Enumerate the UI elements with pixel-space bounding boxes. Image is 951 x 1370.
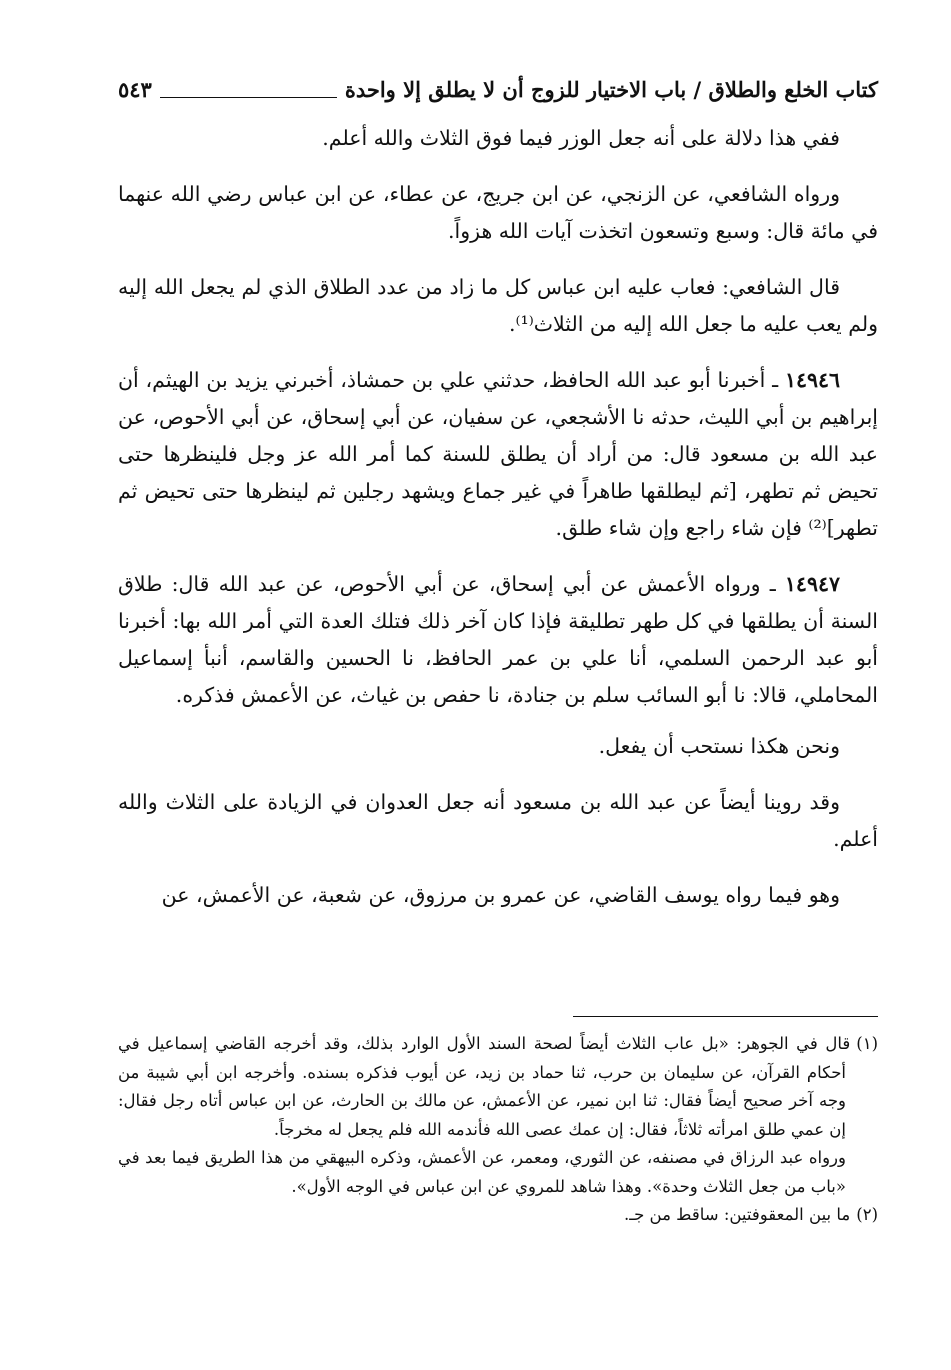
hadith-number: ١٤٩٤٧ <box>784 572 840 596</box>
paragraph-ibn-masud: وقد روينا أيضاً عن عبد الله بن مسعود أنه جعل العدوان في الزيادة على الثلاث والله أعلم. <box>118 790 878 851</box>
footnote-separator <box>573 1016 878 1017</box>
chapter-title: كتاب الخلع والطلاق / باب الاختيار للزوج أن لا يطلق إلا واحدة <box>344 77 878 102</box>
footnote-text: ما بين المعقوفتين: ساقط من جـ. <box>624 1205 851 1224</box>
footnote-1-continuation: ورواه عبد الرزاق في مصنفه، عن الثوري، ومعمر، عن الأعمش، وذكره البيهقي من هذا الطريق فيما بعد في «باب من جعل الثلاث وحدة». وهذا شاهد للمروي عن ابن عباس في الوجه الأول». <box>118 1148 846 1196</box>
paragraph-preference: ونحن هكذا نستحب أن يفعل. <box>598 734 840 758</box>
page-number: ٥٤٣ <box>118 77 152 102</box>
footnote-marker: (٢) <box>856 1205 878 1224</box>
header-rule <box>160 97 337 98</box>
paragraph-continues: وهو فيما رواه يوسف القاضي، عن عمرو بن مرزوق، عن شعبة، عن الأعمش، عن <box>161 883 840 907</box>
footnote-text: قال في الجوهر: «بل عاب الثلاث أيضاً لصحة السند الأول الوارد بذلك، وقد أخرجه القاضي إسماعيل في أحكام القرآن، عن سليمان بن حرب، ثنا حماد بن زيد، عن أيوب فذكره بسنده. وأخرجه ابن أبي شيبة من وجه آخر صحيح أيضاً فقال: ثنا ابن نمير، عن الأعمش، عن مالك بن الحارث، عن ابن عباس أتاه رجل فقال: إن عمي طلق امرأته ثلاثاً، فقال: إن عمك عصى الله فأندمه الله فلم يجعل له مخرجاً. <box>118 1034 851 1139</box>
hadith-text: ـ أخبرنا أبو عبد الله الحافظ، حدثني علي بن حمشاذ، أخبرني يزيد بن الهيثم، أن إبراهيم بن أبي الليث، حدثه نا الأشجعي، عن سفيان، عن أبي إسحاق، عن أبي الأحوص، عن عبد الله بن مسعود قال: من أراد أن يطلق للسنة كما أمر الله عز وجل فلينظرها حتى تحيض ثم تطهر، [ثم ليطلقها طاهراً في غير جماع ويشهد رجلين ثم لينظرها حتى تحيض ثم تطهر]⁽²⁾ فإن شاء راجع وإن شاء طلق. <box>118 368 878 540</box>
footnotes <box>118 1030 878 1230</box>
running-header <box>118 70 878 110</box>
hadith-14946 <box>118 362 878 547</box>
footnote-2 <box>118 1201 878 1230</box>
hadith-14947 <box>118 566 878 714</box>
paragraph-shafii-narration: ورواه الشافعي، عن الزنجي، عن ابن جريج، عن عطاء، عن ابن عباس رضي الله عنهما في مائة قال: وسبع وتسعون اتخذت آيات الله هزواً. <box>118 182 878 243</box>
hadith-number: ١٤٩٤٦ <box>784 368 840 392</box>
paragraph-shafii-comment: قال الشافعي: فعاب عليه ابن عباس كل ما زاد من عدد الطلاق الذي لم يجعل الله إليه ولم يعب عليه ما جعل الله إليه من الثلاث⁽¹⁾. <box>118 275 878 336</box>
paragraph-conclusion: ففي هذا دلالة على أنه جعل الوزر فيما فوق الثلاث والله أعلم. <box>322 126 840 150</box>
hadith-text: ـ ورواه الأعمش عن أبي إسحاق، عن أبي الأحوص، عن عبد الله قال: طلاق السنة أن يطلقها في كل طهر تطليقة فإذا كان آخر ذلك فتلك العدة التي أمر الله بها: أخبرنا أبو عبد الرحمن السلمي، أنا علي بن عمر الحافظ، نا الحسين والقاسم، أنبأ إسماعيل المحاملي، قالا: نا أبو السائب سلم بن جنادة، نا حفص بن غياث، عن الأعمش فذكره. <box>118 572 878 707</box>
footnote-marker: (١) <box>856 1034 878 1053</box>
footnote-1 <box>118 1030 878 1144</box>
book-page <box>118 70 878 1224</box>
